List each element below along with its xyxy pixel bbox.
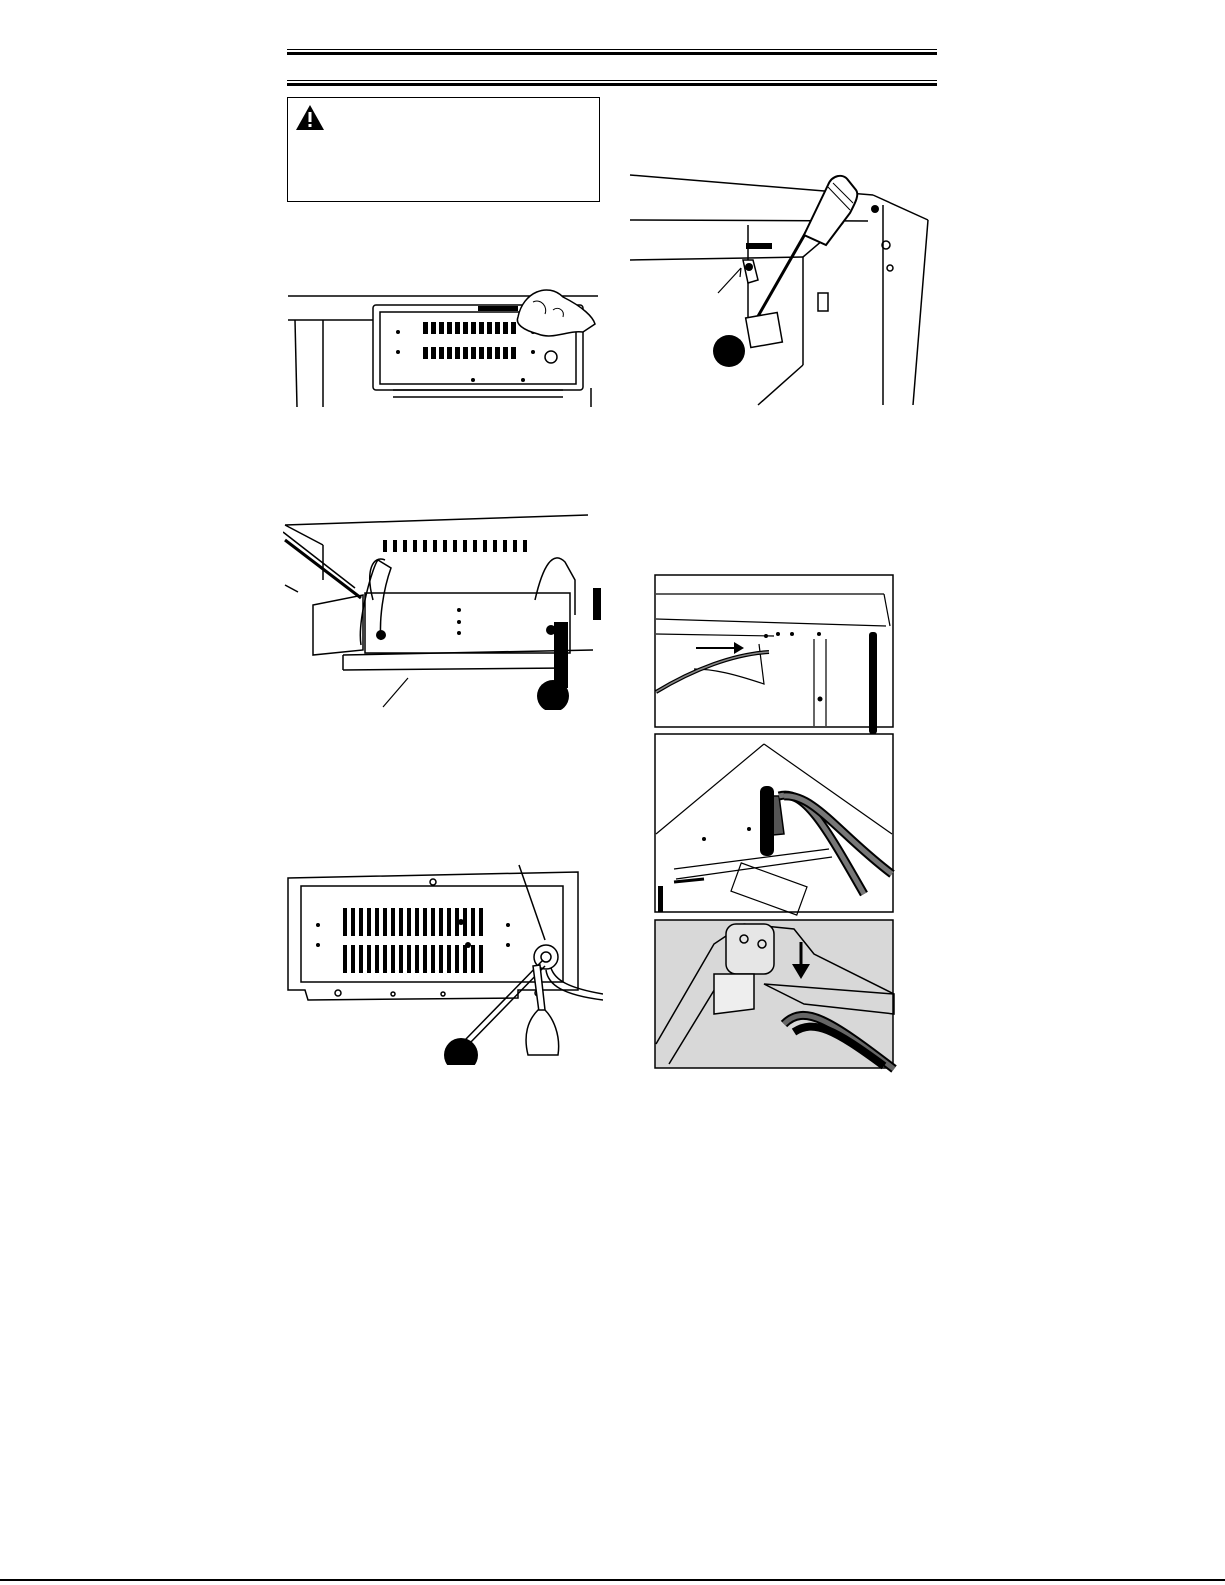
warning-triangle-icon xyxy=(295,104,325,131)
fig-clean-heater-grille xyxy=(283,262,603,412)
fig-screwdriver-bracket xyxy=(628,165,933,410)
header-rule-top xyxy=(287,49,937,55)
screwdriver-illustration xyxy=(628,165,933,410)
page-bottom-edge xyxy=(0,1579,1225,1581)
header-rule-bottom xyxy=(287,80,937,86)
rear-panel-illustration xyxy=(283,860,603,1065)
fig-rear-panel-cord xyxy=(283,860,603,1065)
heater-underside-illustration xyxy=(283,510,603,710)
fig-heater-unit-underside xyxy=(283,510,603,710)
warning-box xyxy=(287,97,600,202)
heater-panel-illustration xyxy=(283,262,603,412)
power-cord-photo-illustration xyxy=(654,574,899,1079)
fig-cord-routing xyxy=(654,574,899,1079)
